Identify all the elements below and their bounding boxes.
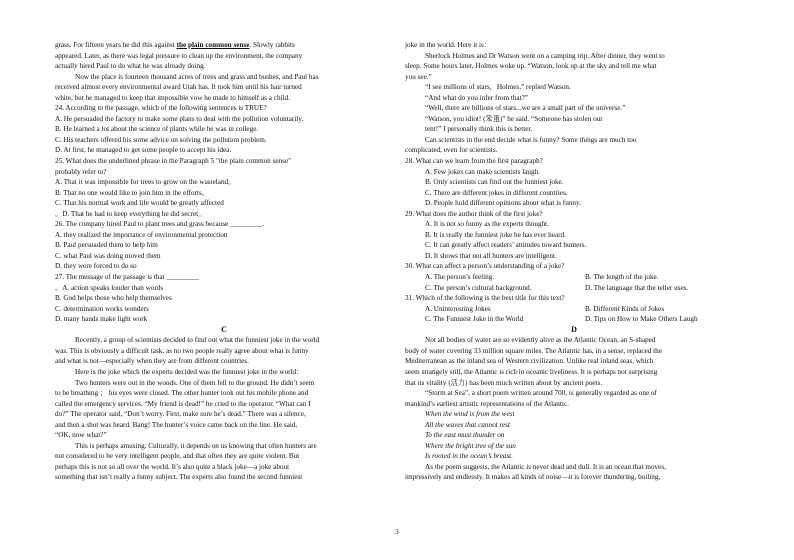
dialog-line: “And what do you infer from that?” xyxy=(425,93,528,102)
text-line: “OK, now what?” xyxy=(55,431,107,440)
text-line: Mediterranean as the inland sea of Western civilization. Unlike real inland seas, which xyxy=(405,357,654,366)
text-line: received almost every environmental award Utah has. It took him until his hair turned xyxy=(55,83,302,92)
text-line: appeared. Later, as there was legal pressure to clean up the environment, the company xyxy=(55,51,303,60)
option: A. Few jokes can make scientists laugh. xyxy=(425,167,540,176)
text-line: do?” The operator said, “Don’t worry. First, make sure he’s dead.” There was a silence, xyxy=(55,410,306,419)
option: 。A. action speaks louder than words xyxy=(55,283,164,292)
question-30: 30. What can affect a person’s understanding of a joke? xyxy=(405,262,565,271)
dialog-line: tent!” I personally think this is better. xyxy=(425,125,533,134)
text-line: something that isn’t really a funny subject. The experts also found the second funniest xyxy=(55,473,303,482)
option: B. He learned a lot about the science of plants while he was in college. xyxy=(55,125,259,134)
text-line: Can scientists in the end decide what is funny? Some things are much too xyxy=(425,135,637,144)
text-line: Sherlock Holmes and Dr Watson went on a camping trip. After dinner, they went to xyxy=(425,51,665,60)
dialog-line: “Well, there are billions of stars...we are a small part of the universe.” xyxy=(425,104,626,113)
option: D. It shows that not all hunters are intelligent. xyxy=(425,251,557,260)
option: C. His teachers offered his some advice on solving the pollution problem. xyxy=(55,135,267,144)
text-line: Here is the joke which the experts decided was the funniest joke in the world： xyxy=(75,367,304,376)
text-line: As the poem suggests, the Atlantic is never dead and dull. It is an ocean that moves, xyxy=(425,462,666,471)
text-line: joke in the world. Here it is： xyxy=(405,41,492,49)
option: C. There are different jokes in different countries. xyxy=(425,188,568,197)
option: D. many hands make light work xyxy=(55,315,148,324)
text-line: that its vitality (活力) has been much written about by ancient poets. xyxy=(405,378,603,387)
text-line: was. This is obviously a difficult task, as no two people really agree about what is funny xyxy=(55,346,309,355)
text-line: not considered to be very intelligent people, and that often they are quite violent. But xyxy=(55,452,300,461)
text-line: mankind’s earliest artistic representations of the Atlantic. xyxy=(405,399,569,408)
option: B. Different Kinds of Jokes xyxy=(585,304,665,313)
text-line: impressively and endlessly. It makes all kinds of noise—it is forever thundering, boiling, xyxy=(405,473,661,482)
poem-line: Where the bright tree of the sun xyxy=(425,441,516,450)
text-line: Two hunters were out in the woods. One of them fell to the ground. He didn’t seem xyxy=(75,378,315,387)
question-29: 29. What does the author think of the first joke? xyxy=(405,209,543,218)
text-line: and then a shot was heard. Bang! The hunter’s voice came back on the line. He said, xyxy=(55,420,298,429)
option-row xyxy=(405,272,743,283)
poem-line: To the east must thunder on xyxy=(425,431,505,440)
option: C. It can greatly affect readers’ attitudes toward hunters. xyxy=(425,241,587,250)
text-line: Now the place is fourteen thousand acres of trees and grass and bushes, and Paul has xyxy=(75,72,319,81)
option: 。D. That he had to keep everything he did secret。 xyxy=(55,209,206,218)
option: D. At first, he managed to get some people to accept his idea. xyxy=(55,146,232,155)
option: B. It is really the funniest joke he has ever heard. xyxy=(425,230,566,239)
option: D. People hold different opinions about what is funny. xyxy=(425,199,581,208)
text-line: Recently, a group of scientists decided to find out what the funniest joke in the world xyxy=(75,336,320,345)
text-line: and what is not—especially when they are from different countries. xyxy=(55,357,249,366)
option: A. Uninteresting Jokes xyxy=(425,304,491,313)
underlined-phrase: the plain common sense xyxy=(176,41,250,49)
text-line: “Storm at Sea”, a short poem written around 700, is generally regarded as one of xyxy=(425,389,657,398)
poem-line: Is rooted in the ocean’s breast. xyxy=(425,452,513,461)
option-row xyxy=(405,304,743,315)
option: B. Only scientists can find out the funniest joke. xyxy=(425,178,564,187)
text-line: Not all bodies of water are so evidently alive as the Atlantic Ocean, an S-shaped xyxy=(425,336,656,345)
question-27: 27. The message of the passage is that _________ xyxy=(55,273,199,282)
option: C. The person’s cultural background. xyxy=(425,283,532,292)
section-d-heading: D xyxy=(571,324,577,334)
option-row xyxy=(405,314,743,325)
text-line: grass. For fifteen years he did this against the plain common sense. Slowly rabbits xyxy=(55,41,295,49)
text-line: seem strangely still, the Atlantic is rich in oceanic liveliness. It is perhaps not surprising xyxy=(405,367,658,376)
option: B. God helps those who help themselves xyxy=(55,294,172,303)
text-line: perhaps this is not so all over the world. It’s also quite a black joke—a joke about xyxy=(55,462,290,471)
option: C. That his normal work and life would be greatly affected xyxy=(55,199,224,208)
text-line: called the emergency services. “My friend is dead!” he cried to the operator. “What can I xyxy=(55,399,311,408)
section-c-heading: C xyxy=(221,324,227,334)
option: A. they realized the importance of environmental protection xyxy=(55,230,228,239)
text-line: body of water covering 33 million square miles. The Atlantic has, in a sense, replaced the xyxy=(405,346,662,355)
poem-line: All the waves that cannot rest xyxy=(425,420,510,429)
dialog-line: “Watson, you idiot! (笨蛋)” he said. “Someone has stolen our xyxy=(425,114,603,123)
option: C. The Funniest Joke in the World xyxy=(425,315,524,324)
option: B. The length of the joke. xyxy=(585,273,659,282)
page-number: 3 xyxy=(395,528,399,536)
option: A. That it was impossible for trees to grow on the wasteland。 xyxy=(55,178,236,187)
option: D. The language that the teller uses. xyxy=(585,283,689,292)
option-row xyxy=(405,283,743,294)
text-line: to be breathing ； his eyes were closed. The other hunter took out his mobile phone and xyxy=(55,389,309,398)
text-line: you see.” xyxy=(405,72,432,81)
question-24: 24. According to the passage, which of the following sentences is TRUE? xyxy=(55,104,267,113)
option: D. they were forced to do so xyxy=(55,262,137,271)
option: C. determination works wonders xyxy=(55,304,149,313)
text-line: actually hired Paul to do what he was already doing. xyxy=(55,62,206,71)
option: B. That no one would like to join him in the efforts。 xyxy=(55,188,209,197)
option: B. Paul persuaded them to help him xyxy=(55,241,158,250)
poem-line: When the wind is from the west xyxy=(425,410,515,419)
option: D. Tips on How to Make Others Laugh xyxy=(585,315,698,324)
text-line: complicated, even for scientists. xyxy=(405,146,498,155)
text-line: This is perhaps amusing. Culturally, it depends on us knowing that often hunters are xyxy=(75,441,317,450)
question-28: 28. What can we learn from the first paragraph? xyxy=(405,157,543,166)
question-26: 26. The company hired Paul to plant trees and grass because _________. xyxy=(55,220,265,229)
left-column xyxy=(55,40,393,483)
question-31: 31. Which of the following is the best title for this text? xyxy=(405,294,565,303)
text-line: white, but he managed to keep that impossible vow he made to himself as a child. xyxy=(55,93,290,102)
right-column xyxy=(405,40,743,483)
dialog-line: “I see millions of stars，Holmes,” replied Watson. xyxy=(425,83,571,92)
question-25: 25. What does the underlined phrase in the Paragraph 5 "the plain common sense" xyxy=(55,157,292,166)
option: C. what Paul was doing moved them xyxy=(55,251,161,260)
question-25-cont: probably refer to? xyxy=(55,167,107,176)
option: A. The person’s feeling. xyxy=(425,273,495,282)
text-line: sleep. Some hours later, Holmes woke up. “Watson, look up at the sky and tell me what xyxy=(405,62,657,71)
option: A. He persuaded the factory to make some plans to deal with the pollution voluntarily. xyxy=(55,114,304,123)
option: A. It is not so funny as the experts thought. xyxy=(425,220,549,229)
